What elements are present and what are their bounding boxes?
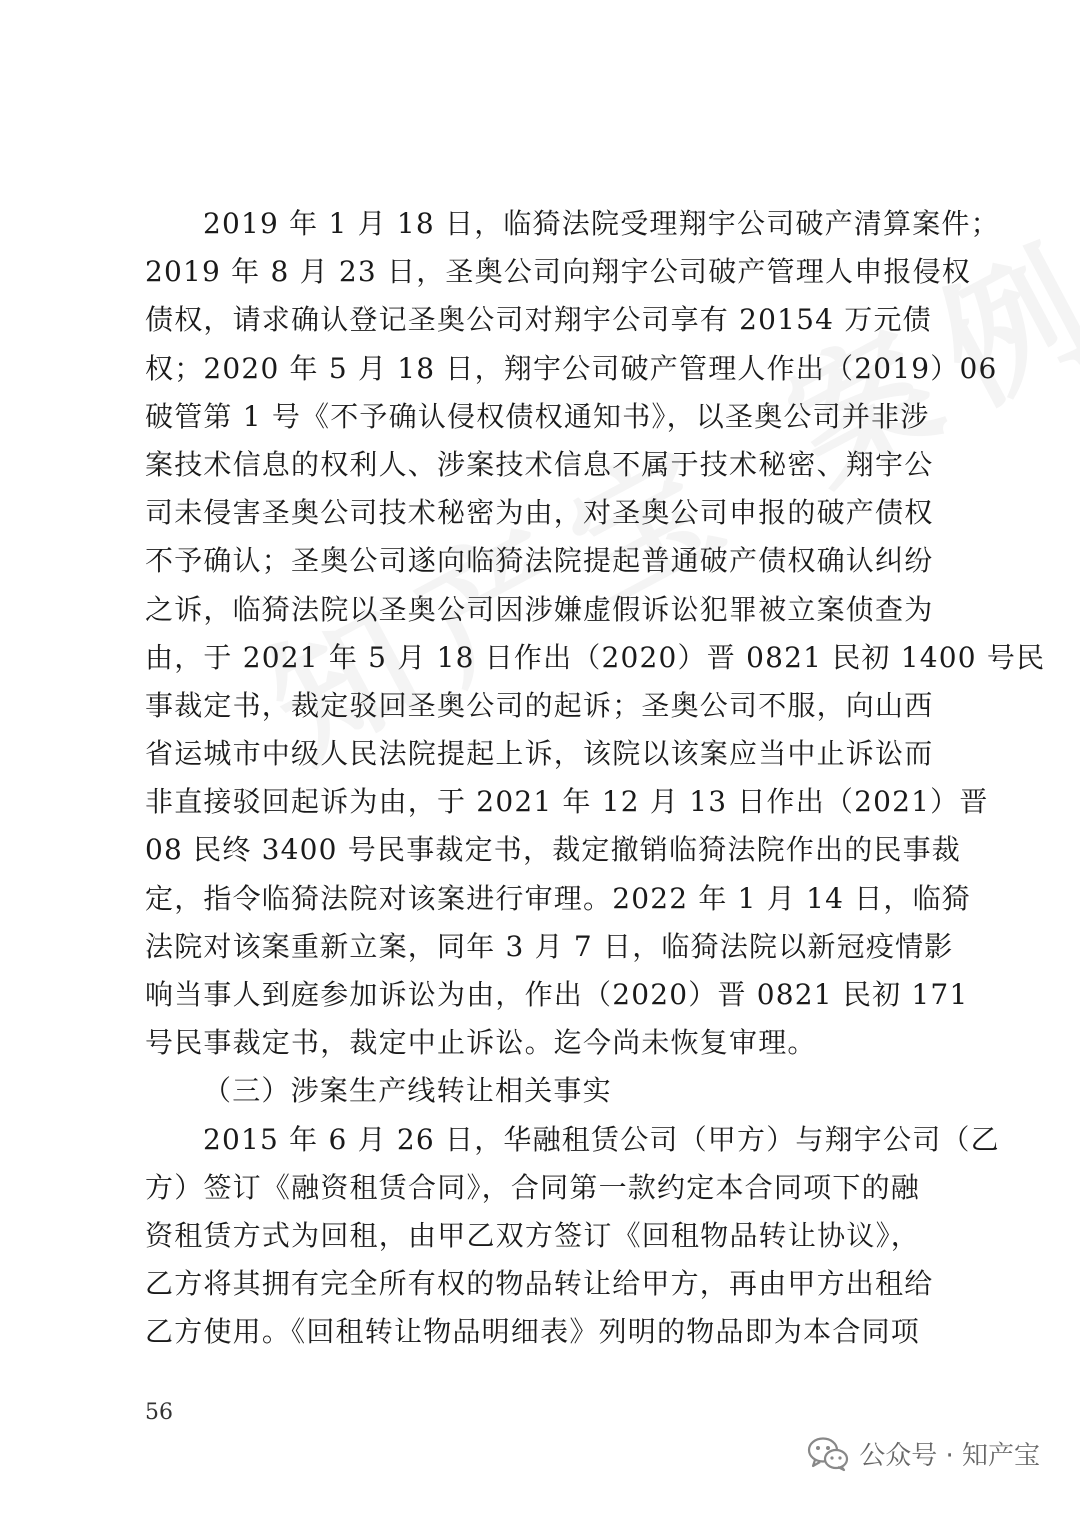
text-line: 债权，请求确认登记圣奥公司对翔宇公司享有 20154 万元债	[145, 303, 932, 337]
text-line: 案技术信息的权利人、涉案技术信息不属于技术秘密、翔宇公	[145, 447, 934, 481]
text-line: 司未侵害圣奥公司技术秘密为由，对圣奥公司申报的破产债权	[145, 496, 934, 530]
text-line: 2019 年 8 月 23 日，圣奥公司向翔宇公司破产管理人申报侵权	[145, 255, 972, 289]
text-line: 定，指令临猗法院对该案进行审理。2022 年 1 月 14 日，临猗	[145, 881, 972, 915]
text-line: 2015 年 6 月 26 日，华融租赁公司（甲方）与翔宇公司（乙	[203, 1122, 1000, 1156]
text-line: 法院对该案重新立案，同年 3 月 7 日，临猗法院以新冠疫情影	[145, 929, 954, 963]
text-line: 方）签订《融资租赁合同》，合同第一款约定本合同项下的融	[145, 1170, 920, 1204]
wechat-icon	[807, 1436, 849, 1472]
text-line: 乙方使用。《回租转让物品明细表》列明的物品即为本合同项	[145, 1315, 920, 1349]
text-line: 之诉，临猗法院以圣奥公司因涉嫌虚假诉讼犯罪被立案侦查为	[145, 592, 934, 626]
text-line: 破管第 1 号《不予确认侵权债权通知书》，以圣奥公司并非涉	[145, 399, 930, 433]
account-badge[interactable]	[807, 1435, 1040, 1472]
body-text	[145, 200, 1046, 1357]
text-line: 权；2020 年 5 月 18 日，翔宇公司破产管理人作出（2019）06	[145, 351, 998, 385]
text-line: 不予确认；圣奥公司遂向临猗法院提起普通破产债权确认纠纷	[145, 544, 934, 578]
text-line: 非直接驳回起诉为由，于 2021 年 12 月 13 日作出（2021）晋	[145, 785, 989, 819]
text-line: 由，于 2021 年 5 月 18 日作出（2020）晋 0821 民初 1400 号民	[145, 640, 1046, 674]
section-heading: （三）涉案生产线转让相关事实	[203, 1074, 612, 1108]
page-number: 56	[145, 1400, 173, 1425]
text-line: 2019 年 1 月 18 日，临猗法院受理翔宇公司破产清算案件；	[203, 207, 1000, 240]
text-line: 响当事人到庭参加诉讼为由，作出（2020）晋 0821 民初 171	[145, 978, 969, 1011]
text-line: 事裁定书，裁定驳回圣奥公司的起诉；圣奥公司不服，向山西	[145, 688, 934, 722]
text-line: 08 民终 3400 号民事裁定书，裁定撤销临猗法院作出的民事裁	[145, 833, 961, 867]
text-line: 乙方将其拥有完全所有权的物品转让给甲方，再由甲方出租给	[145, 1267, 934, 1301]
text-line: 资租赁方式为回租，由甲乙双方签订《回租物品转让协议》，	[145, 1218, 920, 1252]
text-line: 省运城市中级人民法院提起上诉，该院以该案应当中止诉讼而	[145, 737, 934, 771]
account-label: 公众号 · 知产宝	[859, 1441, 1040, 1471]
text-line: 号民事裁定书，裁定中止诉讼。迄今尚未恢复审理。	[145, 1026, 817, 1060]
